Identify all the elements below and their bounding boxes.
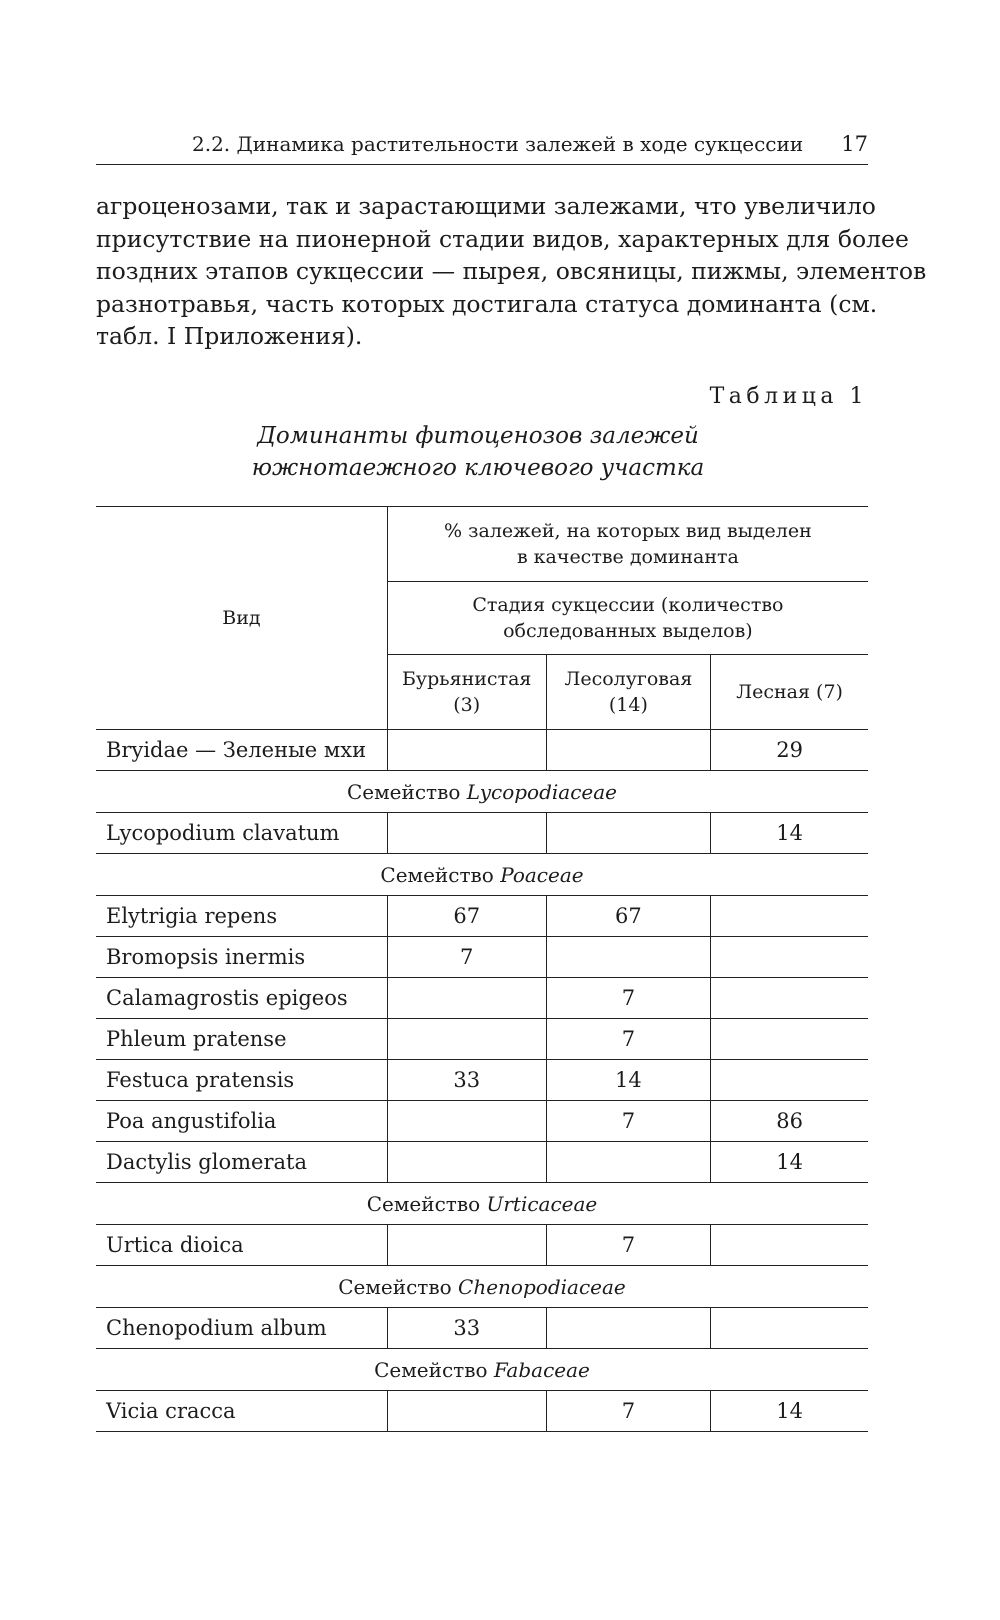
body-paragraph xyxy=(96,190,927,353)
body-line: табл. I Приложения). xyxy=(96,322,363,350)
family-prefix: Семейство xyxy=(380,862,494,887)
header-col-weedy xyxy=(387,655,546,730)
header-col-count: (3) xyxy=(453,694,481,716)
body-line: агроценозами, так и зарастающими залежами, что увеличило xyxy=(96,192,876,220)
header-stage-line: Стадия сукцессии (количество xyxy=(472,594,784,616)
table-row xyxy=(96,978,868,1019)
value-weedy xyxy=(387,978,546,1019)
header-col-label: Бурьянистая xyxy=(401,668,532,690)
value-forest-meadow: 14 xyxy=(546,1060,711,1101)
table-row xyxy=(96,1101,868,1142)
species-name: Lycopodium clavatum xyxy=(96,813,387,854)
family-name: Poaceae xyxy=(500,862,584,887)
value-forest xyxy=(711,1225,868,1266)
species-name: Vicia cracca xyxy=(96,1391,387,1432)
species-name: Bryidae — Зеленые мхи xyxy=(96,730,387,771)
table-row xyxy=(96,937,868,978)
value-weedy: 33 xyxy=(387,1060,546,1101)
species-name: Elytrigia repens xyxy=(96,896,387,937)
family-row xyxy=(96,1183,868,1225)
table-label: Таблица 1 xyxy=(709,384,868,409)
value-weedy xyxy=(387,1019,546,1060)
table-row xyxy=(96,813,868,854)
value-forest-meadow xyxy=(546,1308,711,1349)
header-percent-line: % залежей, на которых вид выделен xyxy=(444,520,812,542)
value-forest-meadow xyxy=(546,1142,711,1183)
header-species: Вид xyxy=(96,507,387,730)
table-caption xyxy=(96,420,868,484)
header-stage xyxy=(387,582,868,655)
family-name: Lycopodiaceae xyxy=(466,779,618,804)
family-label xyxy=(96,1349,868,1391)
value-forest-meadow: 7 xyxy=(546,1101,711,1142)
table-row xyxy=(96,1019,868,1060)
family-prefix: Семейство xyxy=(366,1191,481,1216)
value-forest-meadow: 7 xyxy=(546,1391,711,1432)
species-name: Bromopsis inermis xyxy=(96,937,387,978)
table-row xyxy=(96,1308,868,1349)
value-weedy: 67 xyxy=(387,896,546,937)
table-row xyxy=(96,1391,868,1432)
family-label xyxy=(96,1266,868,1308)
value-forest: 14 xyxy=(711,813,868,854)
value-weedy xyxy=(387,730,546,771)
family-name: Fabaceae xyxy=(493,1357,590,1382)
family-label xyxy=(96,854,868,896)
table-row xyxy=(96,1142,868,1183)
value-weedy xyxy=(387,1391,546,1432)
family-row xyxy=(96,854,868,896)
header-col-label: Лесолуговая xyxy=(564,668,693,690)
table-caption-line: южнотаежного ключевого участка xyxy=(251,455,705,481)
value-forest: 86 xyxy=(711,1101,868,1142)
running-head xyxy=(96,128,868,165)
header-percent-line: в качестве доминанта xyxy=(516,546,739,568)
species-name: Festuca pratensis xyxy=(96,1060,387,1101)
value-weedy xyxy=(387,813,546,854)
value-forest xyxy=(711,1308,868,1349)
value-forest-meadow: 7 xyxy=(546,1019,711,1060)
species-name: Urtica dioica xyxy=(96,1225,387,1266)
value-forest-meadow xyxy=(546,937,711,978)
family-name: Chenopodiaceae xyxy=(458,1274,626,1299)
value-forest: 14 xyxy=(711,1142,868,1183)
table-row xyxy=(96,730,868,771)
family-row xyxy=(96,1266,868,1308)
species-name: Calamagrostis epigeos xyxy=(96,978,387,1019)
value-forest xyxy=(711,978,868,1019)
table-row xyxy=(96,896,868,937)
value-forest xyxy=(711,896,868,937)
header-col-forest-meadow xyxy=(546,655,711,730)
header-col-count: (14) xyxy=(608,694,648,716)
value-forest-meadow xyxy=(546,730,711,771)
value-forest xyxy=(711,937,868,978)
value-forest-meadow: 67 xyxy=(546,896,711,937)
family-label xyxy=(96,771,868,813)
value-forest-meadow: 7 xyxy=(546,1225,711,1266)
value-forest-meadow xyxy=(546,813,711,854)
table-row xyxy=(96,1225,868,1266)
family-prefix: Семейство xyxy=(346,779,461,804)
value-forest xyxy=(711,1060,868,1101)
value-forest: 14 xyxy=(711,1391,868,1432)
family-label xyxy=(96,1183,868,1225)
species-name: Chenopodium album xyxy=(96,1308,387,1349)
header-col-forest: Лесная (7) xyxy=(711,655,868,730)
header-percent xyxy=(387,507,868,582)
species-name: Poa angustifolia xyxy=(96,1101,387,1142)
body-line: присутствие на пионерной стадии видов, характерных для более xyxy=(96,224,909,253)
family-prefix: Семейство xyxy=(338,1274,452,1299)
body-line: разнотравья, часть которых достигала статуса доминанта (см. xyxy=(96,289,878,318)
species-name: Phleum pratense xyxy=(96,1019,387,1060)
value-weedy xyxy=(387,1101,546,1142)
value-weedy: 33 xyxy=(387,1308,546,1349)
page-number: 17 xyxy=(841,132,868,156)
table-caption-line: Доминанты фитоценозов залежей xyxy=(257,423,699,449)
value-forest xyxy=(711,1019,868,1060)
header-stage-line: обследованных выделов) xyxy=(503,620,753,642)
value-weedy: 7 xyxy=(387,937,546,978)
dominants-table xyxy=(96,506,868,1432)
running-head-title: 2.2. Динамика растительности залежей в ходе сукцессии xyxy=(192,132,804,156)
family-row xyxy=(96,771,868,813)
table-row xyxy=(96,1060,868,1101)
family-prefix: Семейство xyxy=(374,1357,488,1382)
value-weedy xyxy=(387,1225,546,1266)
value-forest: 29 xyxy=(711,730,868,771)
species-name: Dactylis glomerata xyxy=(96,1142,387,1183)
value-forest-meadow: 7 xyxy=(546,978,711,1019)
value-weedy xyxy=(387,1142,546,1183)
family-row xyxy=(96,1349,868,1391)
family-name: Urticaceae xyxy=(486,1191,598,1216)
body-line: поздних этапов сукцессии — пырея, овсяницы, пижмы, элементов xyxy=(96,257,927,285)
